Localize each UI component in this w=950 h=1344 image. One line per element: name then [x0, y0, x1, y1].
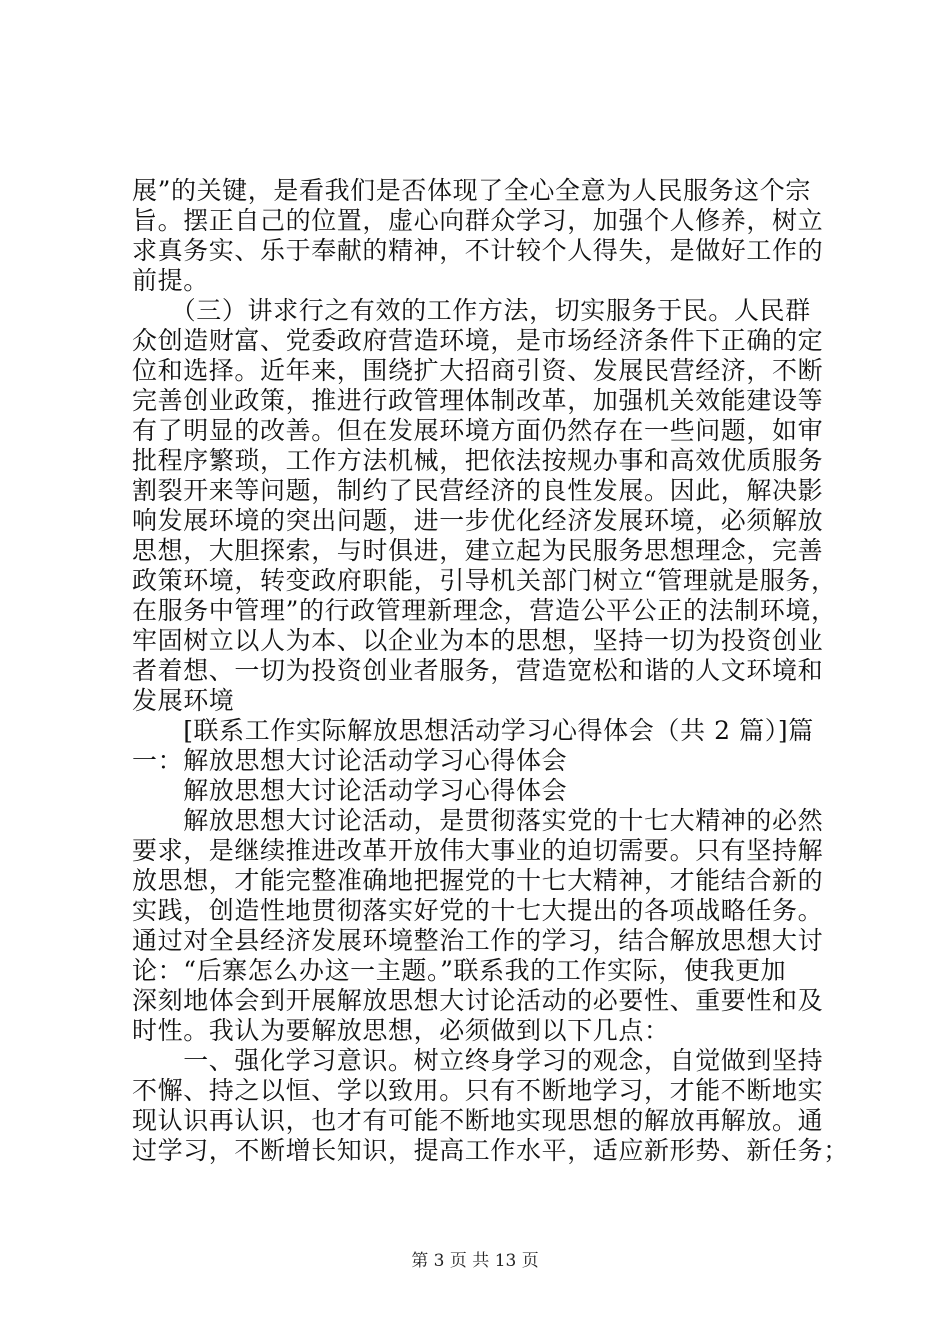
- text-line: 政策环境，转变政府职能，引导机关部门树立“管理就是服务，: [132, 566, 837, 595]
- text-line: 时性。我认为要解放思想，必须做到以下几点：: [132, 1016, 670, 1045]
- text-line: 深刻地体会到开展解放思想大讨论活动的必要性、重要性和及: [132, 986, 824, 1015]
- text-line: 位和选择。近年来，围绕扩大招商引资、发展民营经济，不断: [132, 356, 824, 385]
- text-line: 前提。: [132, 266, 209, 295]
- text-line: 在服务中管理”的行政管理新理念，营造公平公正的法制环境，: [132, 596, 837, 625]
- text-line: 通过对全县经济发展环境整治工作的学习，结合解放思想大讨: [132, 926, 824, 955]
- text-line: 不懈、持之以恒、学以致用。只有不断地学习，才能不断地实: [132, 1076, 824, 1105]
- text-line: 牢固树立以人为本、以企业为本的思想，坚持一切为投资创业: [132, 626, 824, 655]
- text-line: 过学习，不断增长知识，提高工作水平，适应新形势、新任务；: [132, 1136, 849, 1165]
- text-line: 现认识再认识，也才有可能不断地实现思想的解放再解放。通: [132, 1106, 824, 1135]
- text-line: 要求，是继续推进改革开放伟大事业的迫切需要。只有坚持解: [132, 836, 824, 865]
- document-body: [132, 176, 849, 1166]
- text-line: （三）讲求行之有效的工作方法，切实服务于民。人民群: [132, 296, 811, 325]
- text-line: 一、强化学习意识。树立终身学习的观念，自觉做到坚持: [132, 1046, 824, 1075]
- article-title-line: 一：解放思想大讨论活动学习心得体会: [132, 746, 568, 775]
- text-line: 论：“后寨怎么办这一主题。”联系我的工作实际，使我更加: [132, 956, 787, 985]
- text-line: 展”的关键，是看我们是否体现了全心全意为人民服务这个宗: [132, 176, 811, 205]
- article-title-line: [联系工作实际解放思想活动学习心得体会（共 2 篇）]篇: [132, 716, 814, 745]
- text-line: 求真务实、乐于奉献的精神，不计较个人得失，是做好工作的: [132, 236, 824, 265]
- text-line: 批程序繁琐，工作方法机械，把依法按规办事和高效优质服务: [132, 446, 824, 475]
- text-line: 割裂开来等问题，制约了民营经济的良性发展。因此，解决影: [132, 476, 824, 505]
- page-number-footer: 第 3 页 共 13 页: [411, 1251, 539, 1271]
- text-line: 解放思想大讨论活动，是贯彻落实党的十七大精神的必然: [132, 806, 824, 835]
- text-line: 旨。摆正自己的位置，虚心向群众学习，加强个人修养，树立: [132, 206, 824, 235]
- text-line: 放思想，才能完整准确地把握党的十七大精神，才能结合新的: [132, 866, 824, 895]
- text-line: 完善创业政策，推进行政管理体制改革，加强机关效能建设等: [132, 386, 824, 415]
- article-heading: 解放思想大讨论活动学习心得体会: [132, 776, 568, 805]
- text-line: 响发展环境的突出问题，进一步优化经济发展环境，必须解放: [132, 506, 824, 535]
- text-line: 者着想、一切为投资创业者服务，营造宽松和谐的人文环境和: [132, 656, 824, 685]
- text-line: 发展环境: [132, 686, 235, 715]
- text-line: 有了明显的改善。但在发展环境方面仍然存在一些问题，如审: [132, 416, 824, 445]
- text-line: 实践，创造性地贯彻落实好党的十七大提出的各项战略任务。: [132, 896, 824, 925]
- text-line: 思想，大胆探索，与时俱进，建立起为民服务思想理念，完善: [132, 536, 824, 565]
- text-line: 众创造财富、党委政府营造环境，是市场经济条件下正确的定: [132, 326, 824, 355]
